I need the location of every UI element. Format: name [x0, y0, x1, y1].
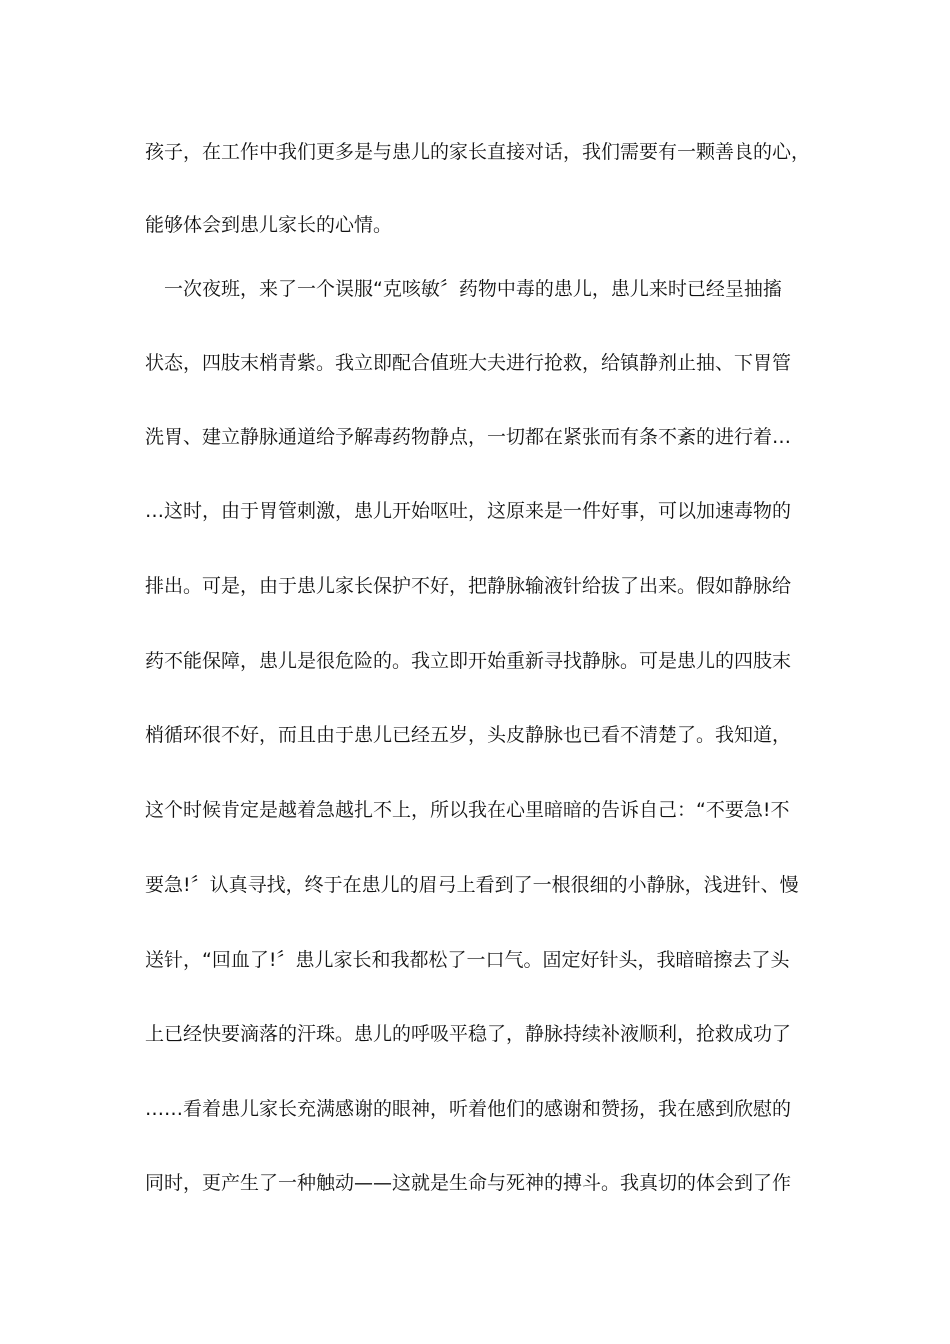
text-line: 能够体会到患儿家长的心情。 [145, 214, 393, 236]
text-line: …这时，由于胃管刺激，患儿开始呕吐，这原来是一件好事，可以加速毒物的 [145, 500, 792, 522]
text-line: 上已经快要滴落的汗珠。患儿的呼吸平稳了，静脉持续补液顺利，抢救成功了 [145, 1023, 792, 1045]
text-line: 一次夜班，来了一个误服“克咳敏〞药物中毒的患儿，患儿来时已经呈抽搐 [145, 278, 782, 300]
text-line: 送针，“回血了!〞患儿家长和我都松了一口气。固定好针头，我暗暗擦去了头 [145, 949, 790, 971]
text-line: 孩子，在工作中我们更多是与患儿的家长直接对话，我们需要有一颗善良的心， [145, 141, 811, 163]
text-line: 状态，四肢末梢青紫。我立即配合值班大夫进行抢救，给镇静剂止抽、下胃管 [145, 352, 792, 374]
text-line: 排出。可是，由于患儿家长保护不好，把静脉输液针给拔了出来。假如静脉给 [145, 575, 792, 597]
text-line: 同时，更产生了一种触动——这就是生命与死神的搏斗。我真切的体会到了作 [145, 1172, 792, 1194]
text-line: 要急!〞认真寻找，终于在患儿的眉弓上看到了一根很细的小静脉，浅进针、慢 [145, 874, 799, 896]
text-line: 洗胃、建立静脉通道给予解毒药物静点，一切都在紧张而有条不紊的进行着… [145, 426, 792, 448]
text-line: 这个时候肯定是越着急越扎不上，所以我在心里暗暗的告诉自己：“不要急!不 [145, 799, 790, 821]
text-line: 梢循环很不好，而且由于患儿已经五岁，头皮静脉也已看不清楚了。我知道， [145, 724, 792, 746]
text-line: 药不能保障，患儿是很危险的。我立即开始重新寻找静脉。可是患儿的四肢末 [145, 650, 792, 672]
text-line: ……看着患儿家长充满感谢的眼神，听着他们的感谢和赞扬，我在感到欣慰的 [145, 1098, 792, 1120]
